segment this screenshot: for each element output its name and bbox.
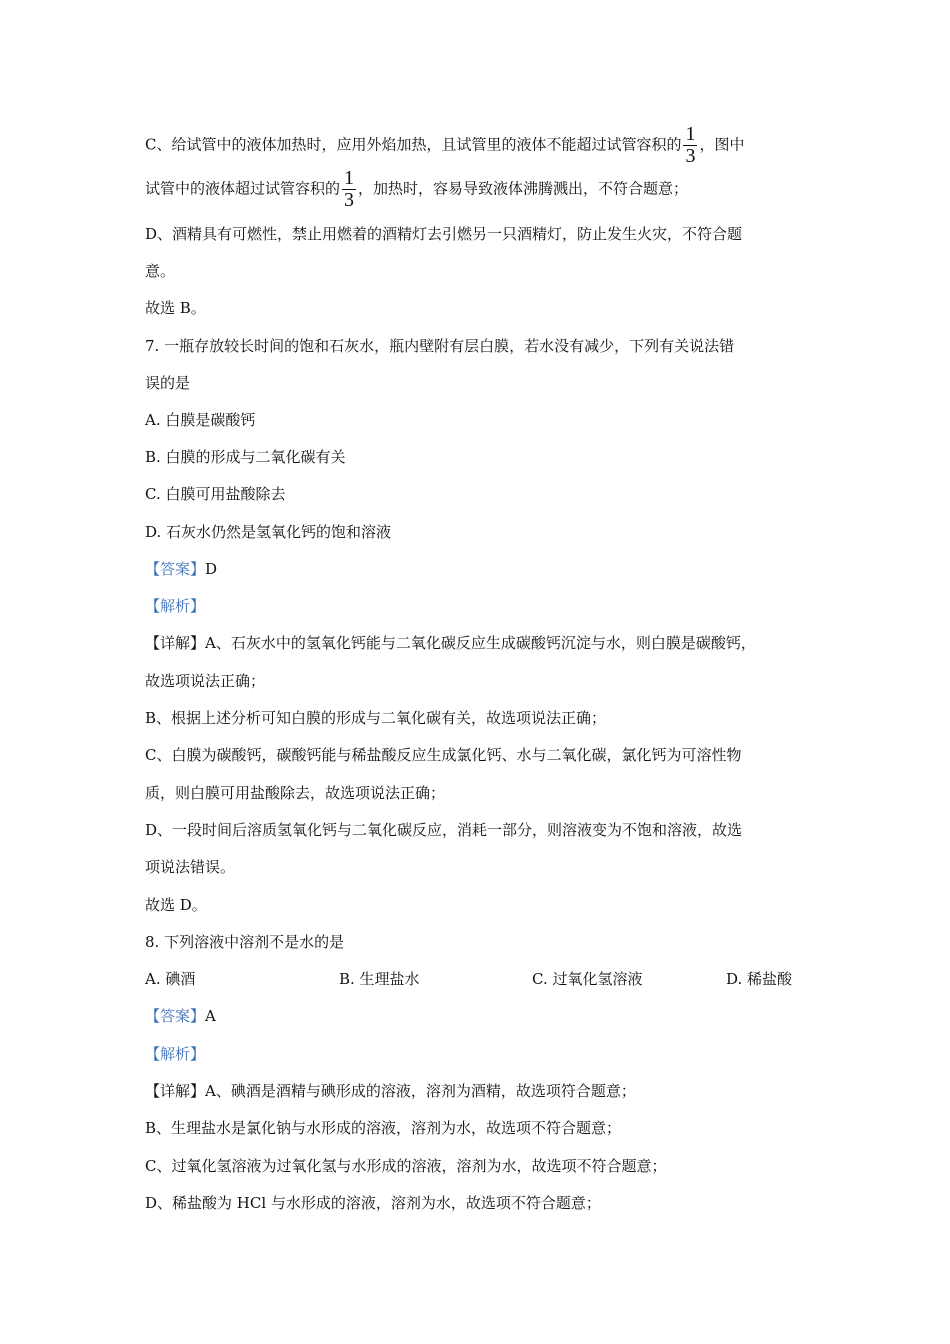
- q7-detail-d1: D、一段时间后溶质氢氧化钙与二氧化碳反应，消耗一部分，则溶液变为不饱和溶液，故选: [145, 821, 743, 839]
- q7-option-d: D. 石灰水仍然是氢氧化钙的饱和溶液: [145, 523, 392, 541]
- answer-label: 【答案】: [145, 560, 206, 578]
- text: ，图中: [699, 135, 745, 154]
- q7-analysis-label: 【解析】: [145, 597, 206, 615]
- detail-label: 【详解】: [145, 634, 206, 652]
- fraction-denominator: 3: [685, 145, 696, 167]
- q7-detail-a2: 故选项说法正确；: [145, 672, 266, 690]
- q8-stem: 8. 下列溶液中溶剂不是水的是: [145, 933, 345, 951]
- fraction-numerator: 1: [344, 167, 355, 189]
- fraction-one-third: [342, 168, 356, 211]
- prev-c-line1: [145, 124, 745, 167]
- q8-answer: [145, 1006, 216, 1026]
- fraction-one-third: [683, 124, 697, 167]
- q8-detail-a: [145, 1081, 636, 1101]
- q7-detail-b: B、根据上述分析可知白膜的形成与二氧化碳有关，故选项说法正确；: [145, 709, 607, 727]
- q8-analysis-label: 【解析】: [145, 1045, 206, 1063]
- prev-d-line2: 意。: [145, 262, 176, 280]
- q7-detail-d2: 项说法错误。: [145, 858, 236, 876]
- q7-detail-c1: C、白膜为碳酸钙，碳酸钙能与稀盐酸反应生成氯化钙、水与二氧化碳，氯化钙为可溶性物: [145, 746, 742, 764]
- answer-label: 【答案】: [145, 1007, 206, 1025]
- fraction-denominator: 3: [344, 189, 355, 211]
- q7-stem-line1: 7. 一瓶存放较长时间的饱和石灰水，瓶内壁附有层白膜，若水没有减少，下列有关说法错: [145, 337, 735, 355]
- q8-option-d: D. 稀盐酸: [726, 970, 793, 988]
- detail-label: 【详解】: [145, 1082, 206, 1100]
- q7-detail-c2: 质，则白膜可用盐酸除去，故选项说法正确；: [145, 784, 446, 802]
- q8-option-a: A. 碘酒: [145, 970, 196, 988]
- text: ，加热时，容易导致液体沸腾溅出，不符合题意；: [358, 179, 689, 198]
- q7-option-b: B. 白膜的形成与二氧化碳有关: [145, 448, 346, 466]
- text: A、碘酒是酒精与碘形成的溶液，溶剂为酒精，故选项符合题意；: [205, 1082, 636, 1100]
- q7-stem-line2: 误的是: [145, 374, 191, 392]
- q7-option-c: C. 白膜可用盐酸除去: [145, 485, 286, 503]
- q7-detail-a1: [145, 633, 756, 653]
- fraction-numerator: 1: [685, 123, 696, 145]
- q8-detail-c: C、过氧化氢溶液为过氧化氢与水形成的溶液，溶剂为水，故选项不符合题意；: [145, 1157, 667, 1175]
- prev-d-line1: D、酒精具有可燃性，禁止用燃着的酒精灯去引燃另一只酒精灯，防止发生火灾，不符合题: [145, 225, 743, 243]
- prev-conclusion: 故选 B。: [145, 299, 206, 317]
- q7-conclusion: 故选 D。: [145, 896, 207, 914]
- text: C、给试管中的液体加热时，应用外焰加热，且试管里的液体不能超过试管容积的: [145, 135, 682, 154]
- text: A、石灰水中的氢氧化钙能与二氧化碳反应生成碳酸钙沉淀与水，则白膜是碳酸钙，: [205, 634, 756, 652]
- prev-c-line2: [145, 168, 688, 211]
- q7-answer: [145, 559, 217, 579]
- q8-detail-b: B、生理盐水是氯化钠与水形成的溶液，溶剂为水，故选项不符合题意；: [145, 1119, 622, 1137]
- q8-detail-d: D、稀盐酸为 HCl 与水形成的溶液，溶剂为水，故选项不符合题意；: [145, 1194, 601, 1212]
- q8-option-b: B. 生理盐水: [339, 970, 420, 988]
- text: 试管中的液体超过试管容积的: [145, 179, 341, 198]
- q8-option-c: C. 过氧化氢溶液: [532, 970, 643, 988]
- q7-option-a: A. 白膜是碳酸钙: [145, 411, 256, 429]
- answer-value: D: [205, 560, 218, 578]
- answer-value: A: [205, 1007, 216, 1025]
